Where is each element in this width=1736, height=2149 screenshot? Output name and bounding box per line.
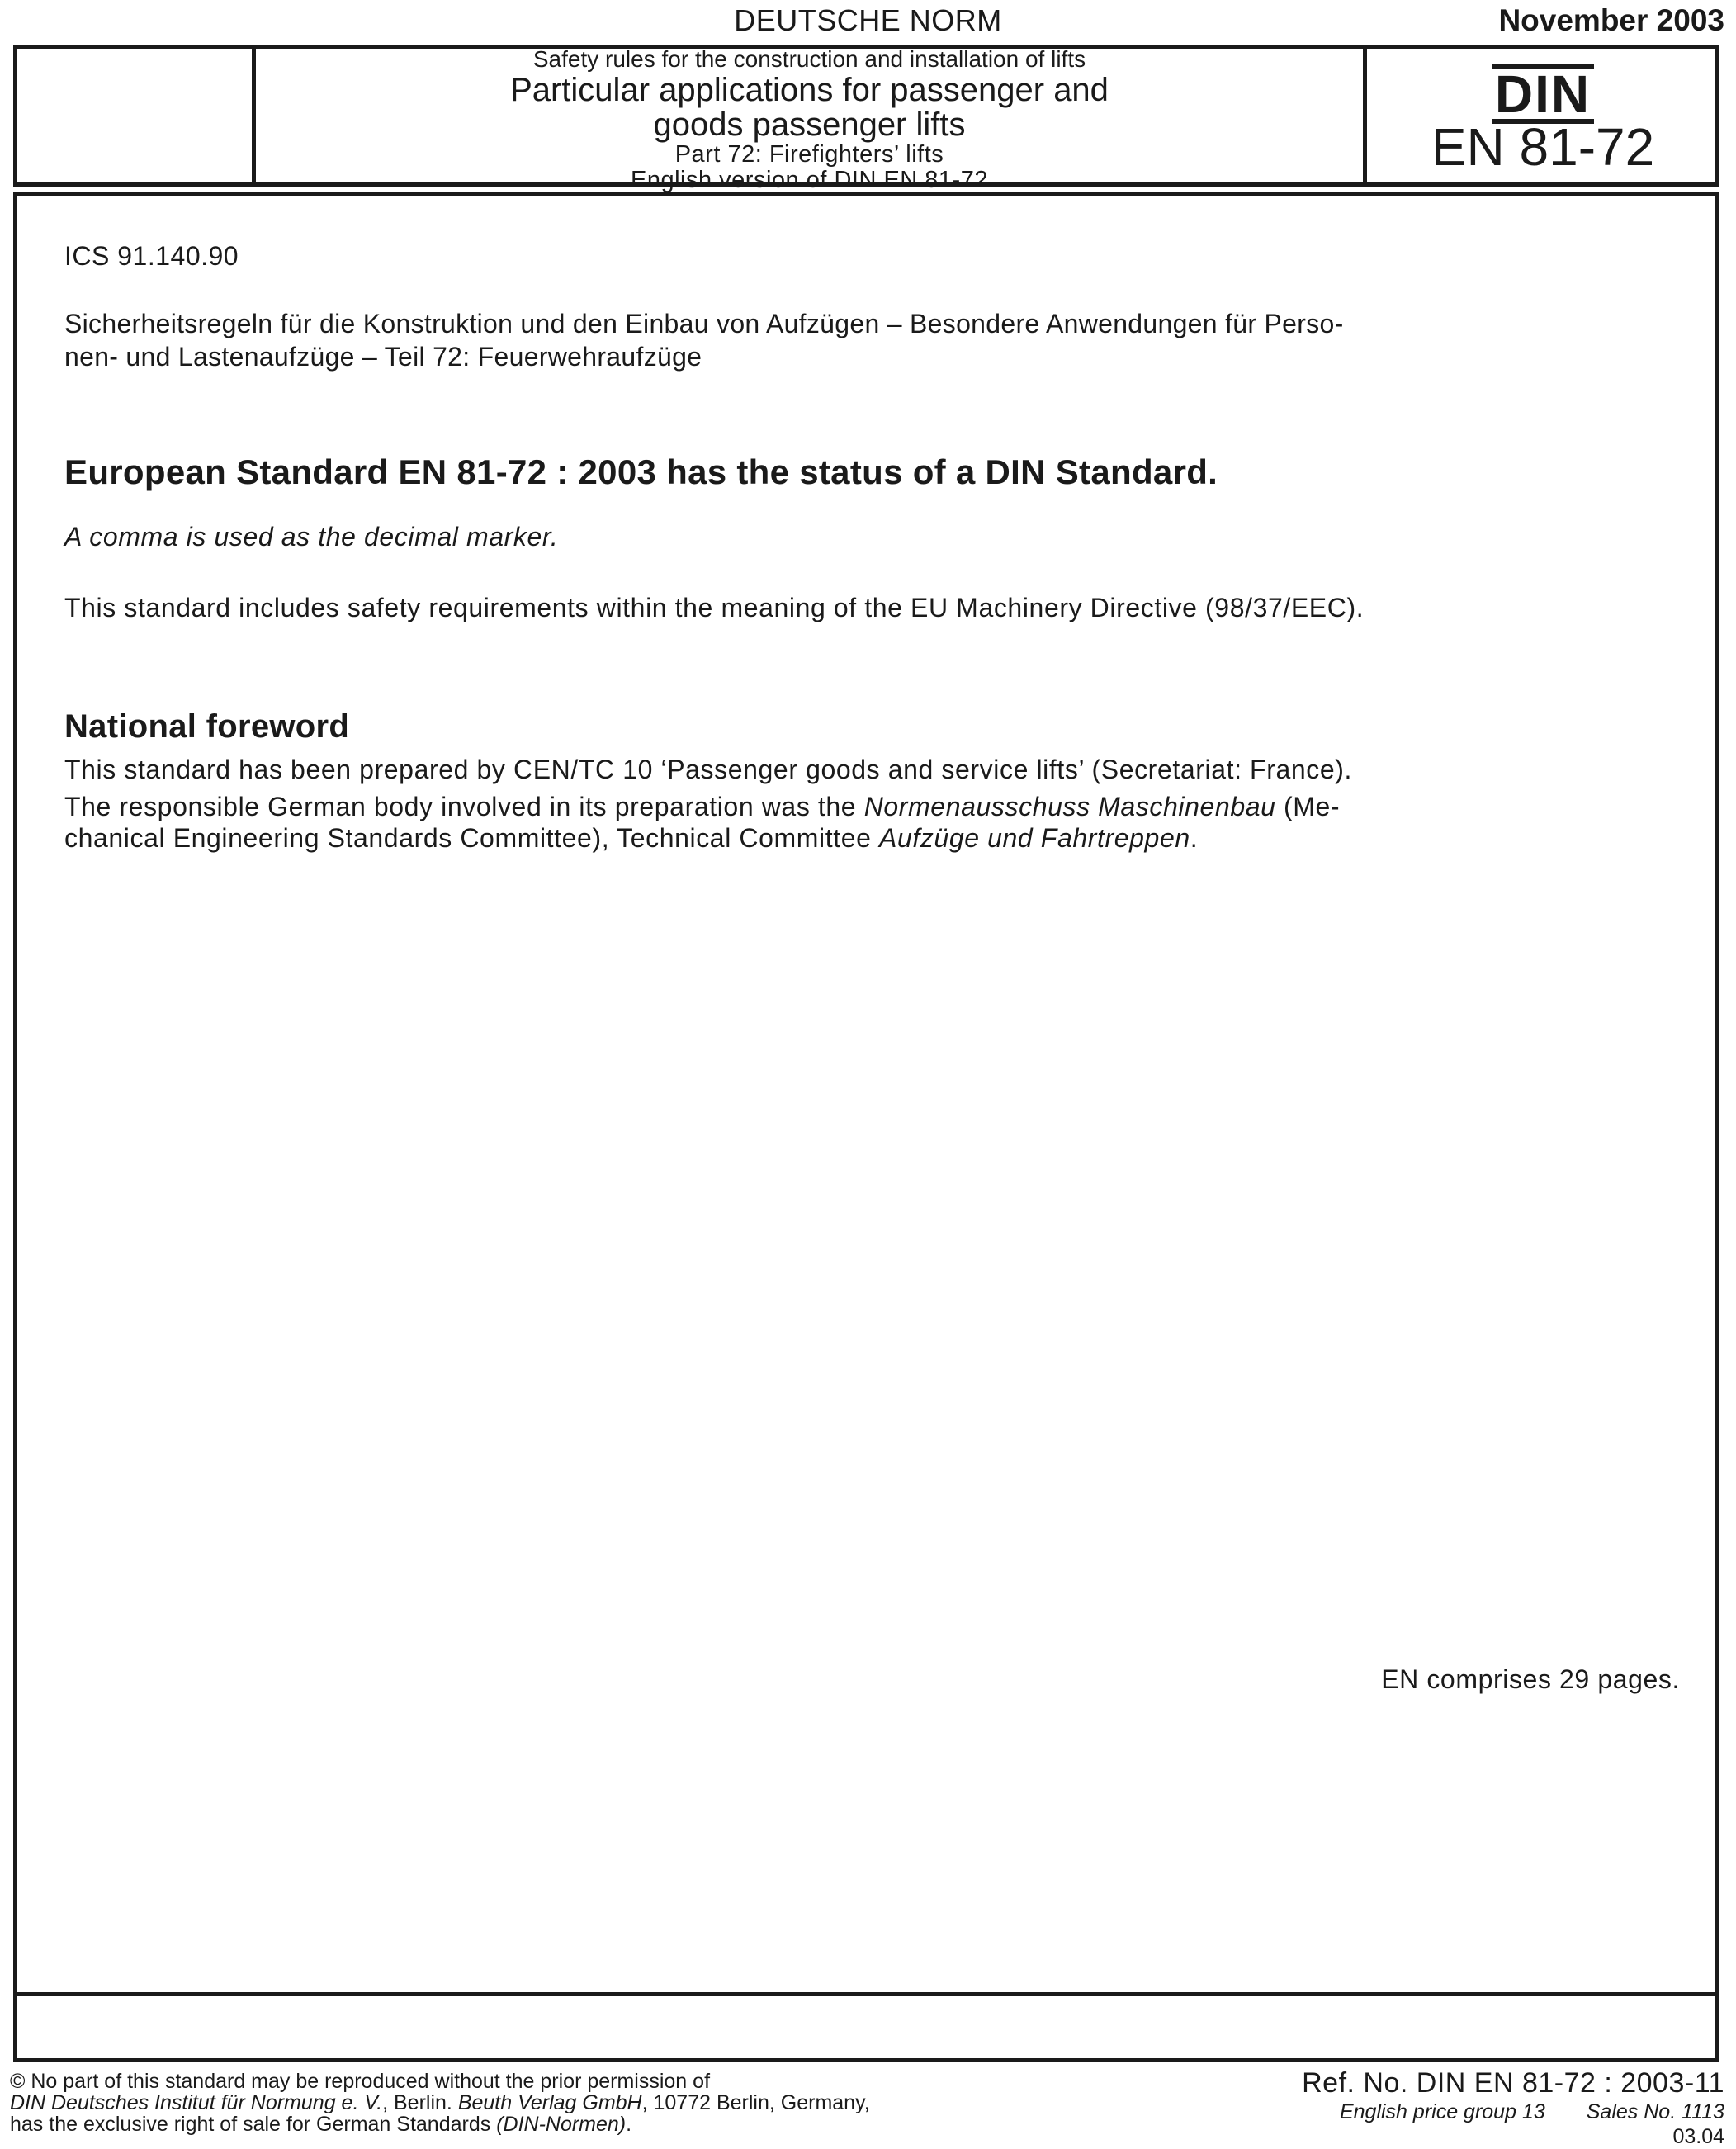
- price-info: [1340, 2100, 1724, 2124]
- header-line-4: English version of DIN EN 81-72: [631, 167, 988, 193]
- copyright-text: .: [626, 2113, 632, 2136]
- copyright-notice: [10, 2071, 870, 2135]
- copyright-text: has the exclusive right of sale for German Standards: [10, 2113, 497, 2136]
- foreword-text: The responsible German body involved in its preparation was the: [64, 792, 864, 821]
- foreword-text: (Me-: [1275, 792, 1341, 821]
- safety-note: This standard includes safety requirements within the meaning of the EU Machinery Directive (98/37/EEC).: [64, 593, 1365, 622]
- foreword-paragraph-2-line-1: [64, 791, 1682, 822]
- german-title: [64, 307, 1682, 373]
- header-title-block: [256, 46, 1363, 193]
- technical-committee-name: Aufzüge und Fahrtreppen: [879, 823, 1190, 853]
- copyright-line-1: © No part of this standard may be reproduced without the prior permission of: [10, 2070, 711, 2093]
- header-line-3: Part 72: Firefighters’ lifts: [674, 141, 944, 168]
- copyright-org: DIN Deutsches Institut für Normung e. V.: [10, 2091, 383, 2114]
- status-statement: European Standard EN 81-72 : 2003 has the status of a DIN Standard.: [64, 452, 1218, 491]
- committee-name: Normenausschuss Maschinenbau: [863, 792, 1276, 821]
- copyright-din-normen: (DIN-Normen): [496, 2113, 627, 2136]
- price-group: English price group 13: [1339, 2100, 1545, 2123]
- edition-code: 03.04: [1672, 2125, 1724, 2148]
- german-title-line-2: nen- und Lastenaufzüge – Teil 72: Feuerwehraufzüge: [64, 342, 702, 372]
- sales-number: Sales No. 1113: [1586, 2100, 1724, 2123]
- foreword-paragraph-1: This standard has been prepared by CEN/TC 10 ‘Passenger goods and service lifts’ (Secretariat: France).: [64, 755, 1353, 784]
- german-title-line-1: Sicherheitsregeln für die Konstruktion und den Einbau von Aufzügen – Besondere Anwendungen für Perso-: [64, 309, 1344, 338]
- header-line-1: Safety rules for the construction and installation of lifts: [532, 46, 1086, 72]
- header-line-2a: Particular applications for passenger and: [510, 72, 1109, 108]
- decimal-note: A comma is used as the decimal marker.: [64, 522, 559, 551]
- foreword-heading: National foreword: [64, 708, 350, 745]
- copyright-text: , Berlin.: [382, 2091, 458, 2114]
- foreword-paragraph-2: [64, 791, 1682, 854]
- main-bottom-strip: [13, 1988, 1719, 2062]
- copyright-line-2: [10, 2092, 870, 2113]
- standard-number: EN 81-72: [1431, 117, 1655, 177]
- reference-number: Ref. No. DIN EN 81-72 : 2003-11: [1302, 2067, 1724, 2099]
- din-logo-mark: DIN: [1492, 64, 1594, 124]
- header-line-2b: goods passenger lifts: [653, 107, 966, 143]
- document-type-label: DEUTSCHE NORM: [734, 3, 1002, 37]
- din-logo: [1367, 64, 1719, 124]
- ics-code: ICS 91.140.90: [64, 241, 239, 271]
- foreword-paragraph-2-line-2: [64, 822, 1682, 854]
- page-count: EN comprises 29 pages.: [1381, 1664, 1680, 1694]
- copyright-text: , 10772 Berlin, Germany,: [641, 2091, 870, 2114]
- publication-date: November 2003: [1498, 3, 1724, 37]
- foreword-text: chanical Engineering Standards Committee), Technical Committee: [64, 823, 880, 853]
- foreword-text: .: [1190, 823, 1199, 853]
- copyright-publisher: Beuth Verlag GmbH: [457, 2091, 642, 2114]
- copyright-line-3: [10, 2113, 870, 2135]
